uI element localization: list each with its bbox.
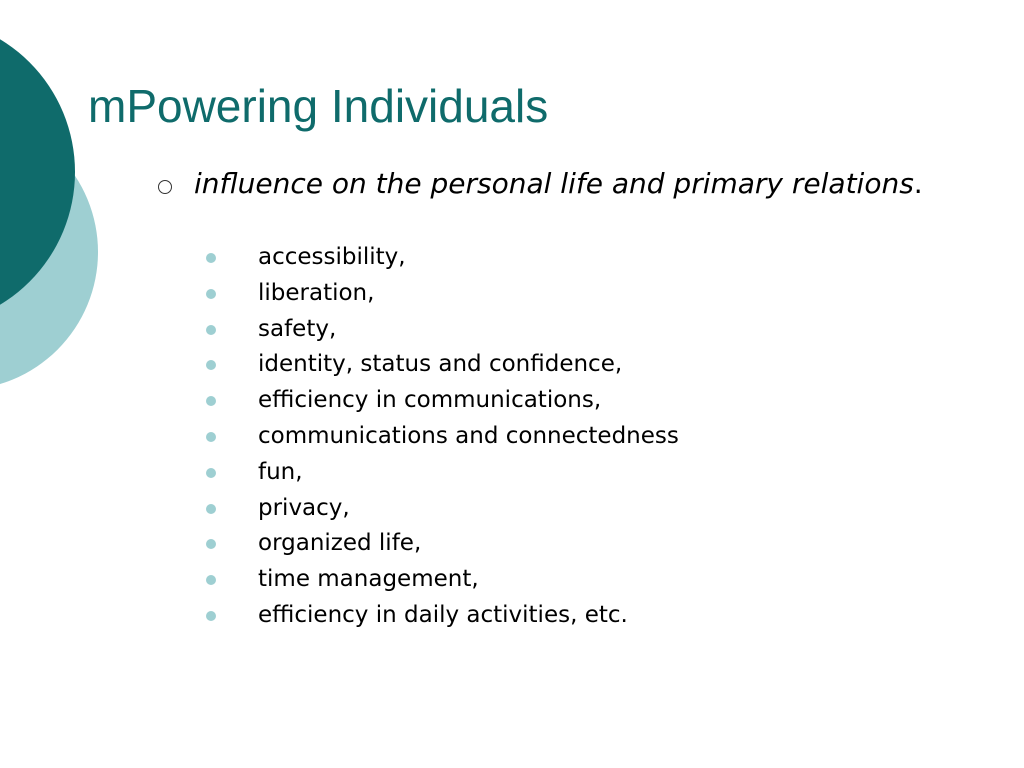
sub-bullet-label: safety, [258,315,337,342]
main-bullet-italic-text: influence on the personal life and primary relations [194,167,914,200]
sub-bullet-label: fun, [258,458,303,485]
sub-bullet-label: liberation, [258,279,375,306]
sub-bullet-label: time management, [258,566,479,593]
sub-bullet-label: communications and connectedness [258,422,679,449]
dot-bullet-icon [206,432,216,442]
dot-bullet-icon [206,360,216,370]
main-bullet-period: . [913,167,923,200]
sub-bullet-label: efficiency in communications, [258,387,602,414]
dot-bullet-icon [206,611,216,621]
dot-bullet-icon [206,325,216,335]
hollow-circle-bullet-icon [158,180,172,194]
decorative-circles [0,0,120,420]
sub-bullet-label: accessibility, [258,244,406,270]
sub-bullet-label: identity, status and confidence, [258,351,623,378]
dot-bullet-icon [206,539,216,549]
sub-bullet-label: privacy, [258,494,350,521]
slide-title: mPowering Individuals [88,80,549,132]
dot-bullet-icon [206,468,216,478]
main-bullet-text [194,166,952,201]
dot-bullet-icon [206,504,216,514]
dot-bullet-icon [206,289,216,299]
sub-bullet-label: efficiency in daily activities, etc. [258,601,628,628]
dot-bullet-icon [206,575,216,585]
dot-bullet-icon [206,396,216,406]
sub-bullet-label: organized life, [258,530,422,557]
dot-bullet-icon [206,253,216,263]
